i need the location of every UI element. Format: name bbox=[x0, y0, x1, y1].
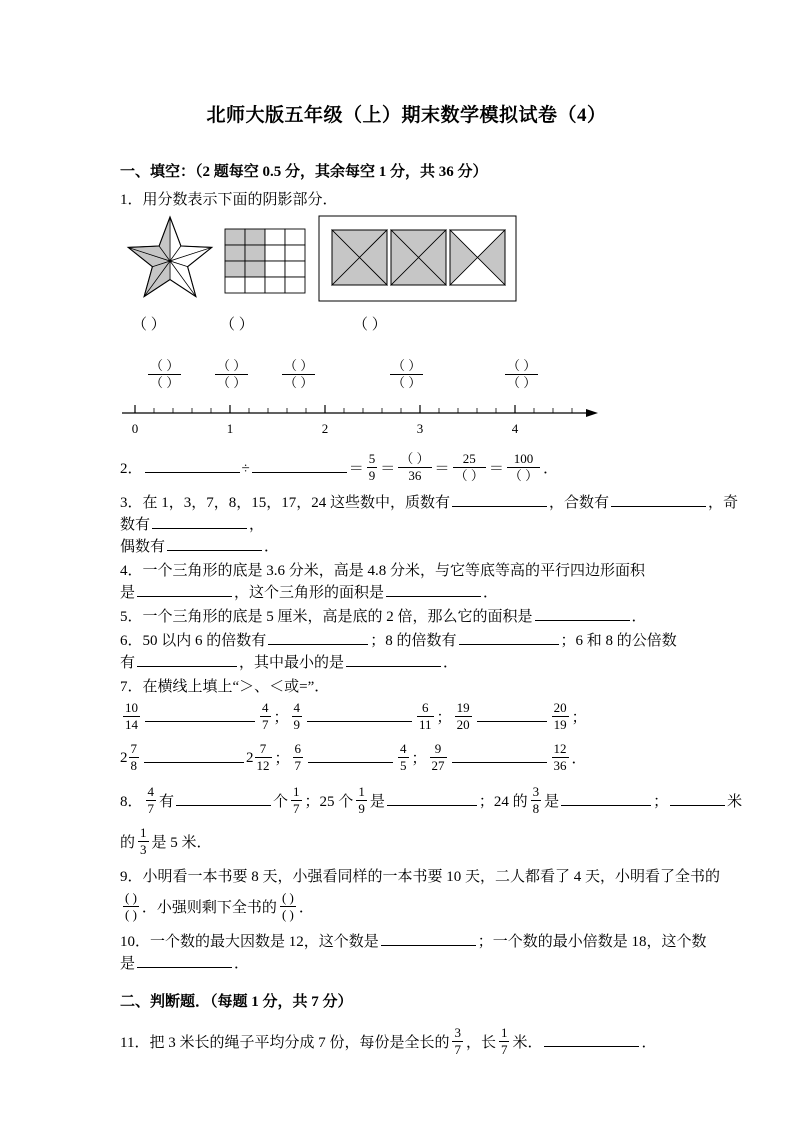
problem-line bbox=[120, 823, 693, 864]
text: 11．把 3 米长的绳子平均分成 7 份，每份是全长的 bbox=[120, 1034, 450, 1051]
fraction bbox=[138, 826, 149, 857]
fill-blank bbox=[544, 1032, 639, 1047]
fraction bbox=[293, 742, 304, 773]
whole-number: 2 bbox=[120, 749, 128, 766]
text: 6．50 以内 6 的倍数有 bbox=[120, 633, 267, 649]
fraction-denominator: 12 bbox=[256, 758, 270, 773]
fraction-denominator: （ ） bbox=[217, 375, 247, 390]
text: ； bbox=[436, 709, 452, 726]
text: ＝ bbox=[380, 460, 396, 477]
fill-blank bbox=[346, 652, 441, 667]
text: 偶数有 bbox=[120, 539, 166, 555]
fraction-numerator: 1 bbox=[358, 784, 365, 799]
fraction-denominator: 7 bbox=[294, 758, 302, 773]
fill-blank bbox=[452, 748, 547, 763]
fraction bbox=[452, 1026, 463, 1057]
fill-blank bbox=[144, 748, 244, 763]
fill-blank bbox=[452, 492, 547, 507]
problem-line bbox=[120, 606, 693, 628]
text: ． bbox=[631, 609, 647, 625]
fraction bbox=[531, 785, 542, 816]
fraction bbox=[255, 742, 272, 773]
text: 2． bbox=[120, 460, 143, 477]
problem-line bbox=[120, 698, 693, 739]
squares-figure bbox=[318, 215, 518, 303]
fraction bbox=[390, 359, 423, 390]
fill-blank bbox=[167, 536, 262, 551]
squares-answer-paren: （ ） bbox=[353, 317, 387, 333]
text: 是 bbox=[544, 793, 560, 810]
fraction bbox=[280, 891, 296, 922]
fraction-numerator: 6 bbox=[294, 741, 302, 756]
text: ÷ bbox=[241, 460, 250, 477]
fill-blank bbox=[268, 630, 368, 645]
text: ； bbox=[571, 709, 587, 726]
text: 个 bbox=[273, 793, 289, 810]
text: ，这个三角形的面积是 bbox=[234, 585, 385, 601]
text: ． bbox=[298, 899, 314, 916]
fraction-denominator: ( ) bbox=[125, 907, 137, 922]
fraction-denominator: 11 bbox=[419, 717, 432, 732]
text: 有 bbox=[120, 655, 136, 671]
fraction bbox=[505, 359, 538, 390]
fraction-numerator: 5 bbox=[368, 451, 376, 466]
fraction bbox=[430, 742, 447, 773]
fraction bbox=[552, 701, 569, 732]
fill-blank bbox=[145, 458, 240, 473]
fraction-denominator: 3 bbox=[140, 842, 147, 857]
text: ；25 个 bbox=[304, 793, 354, 810]
text: 7．在横线上填上“＞、＜或=”． bbox=[120, 679, 330, 695]
fraction-numerator: 6 bbox=[417, 701, 434, 717]
text: ； bbox=[273, 709, 289, 726]
svg-text:3: 3 bbox=[416, 421, 424, 436]
text: 是 bbox=[120, 585, 136, 601]
fraction-denominator: 27 bbox=[431, 758, 445, 773]
fraction-denominator: （ ） bbox=[454, 468, 484, 483]
fill-blank bbox=[308, 748, 393, 763]
text: 米． bbox=[512, 1034, 543, 1051]
fraction bbox=[367, 452, 378, 483]
star-answer-paren: （ ） bbox=[132, 317, 166, 333]
text: ，长 bbox=[465, 1034, 496, 1051]
problem-line bbox=[120, 492, 739, 514]
fraction bbox=[123, 891, 139, 922]
text: 10．一个数的最大因数是 12，这个数是 bbox=[120, 934, 379, 950]
problem-line bbox=[120, 582, 693, 604]
fill-blank bbox=[535, 606, 630, 621]
fraction-numerator: 9 bbox=[430, 742, 447, 758]
section-heading: 二、判断题．（每题 1 分，共 7 分） bbox=[120, 994, 353, 1010]
problem-line bbox=[120, 888, 693, 929]
fraction-numerator: 1 bbox=[140, 825, 147, 840]
fraction-denominator: （ ） bbox=[150, 375, 180, 390]
text: ， bbox=[249, 517, 265, 533]
fraction-denominator: 5 bbox=[400, 758, 407, 773]
text: 是 bbox=[369, 793, 385, 810]
fraction bbox=[123, 701, 140, 732]
fraction-numerator: 1 bbox=[293, 784, 300, 799]
fraction-numerator: 7 bbox=[130, 741, 137, 756]
numberline-blank-fraction bbox=[282, 359, 315, 390]
text: ，合数有 bbox=[549, 495, 610, 511]
fraction bbox=[148, 359, 181, 390]
problem-line bbox=[120, 866, 721, 888]
fraction-numerator: 1 bbox=[500, 1025, 508, 1040]
fraction bbox=[453, 452, 486, 483]
fill-blank bbox=[307, 707, 412, 722]
fraction bbox=[356, 785, 367, 816]
fraction-denominator: 7 bbox=[262, 717, 269, 732]
fraction bbox=[129, 742, 140, 773]
numberline-blank-fraction bbox=[148, 359, 181, 390]
text: ．小强则剩下全书的 bbox=[141, 899, 277, 916]
fraction-denominator: 36 bbox=[553, 758, 567, 773]
text: 是 bbox=[120, 956, 136, 972]
fraction-numerator: 19 bbox=[456, 700, 470, 715]
fraction-denominator: 19 bbox=[553, 717, 567, 732]
fraction-numerator: 12 bbox=[553, 741, 567, 756]
fraction-numerator: （ ） bbox=[150, 358, 180, 373]
mixed-number bbox=[246, 742, 275, 773]
fill-blank bbox=[459, 630, 559, 645]
fraction bbox=[215, 359, 248, 390]
problem-line bbox=[120, 676, 693, 698]
text: ； bbox=[411, 750, 427, 767]
fill-blank bbox=[670, 791, 725, 806]
fraction-numerator: （ ） bbox=[217, 358, 247, 373]
fill-blank bbox=[477, 707, 547, 722]
problems-list bbox=[120, 449, 743, 1064]
number-line-blank-fractions bbox=[120, 359, 693, 401]
fraction bbox=[455, 701, 472, 732]
fraction-denominator: 9 bbox=[358, 801, 365, 816]
text: ＝ bbox=[488, 460, 504, 477]
problem bbox=[120, 1023, 693, 1064]
fraction-numerator: 100 bbox=[507, 452, 540, 468]
problem-line bbox=[120, 449, 693, 490]
text: ＝ bbox=[434, 460, 450, 477]
problem bbox=[120, 630, 693, 674]
fraction-denominator: 36 bbox=[408, 468, 422, 483]
problem-line bbox=[120, 1023, 693, 1064]
problem-line bbox=[120, 536, 693, 558]
problem bbox=[120, 606, 693, 628]
text: 8． bbox=[120, 793, 143, 810]
fraction bbox=[499, 1026, 510, 1057]
problem bbox=[120, 931, 707, 975]
fraction-denominator: 7 bbox=[293, 801, 300, 816]
fraction-numerator: 4 bbox=[262, 700, 269, 715]
text: 9．小明看一本书要 8 天，小强看同样的一本书要 10 天，二人都看了 4 天，小明看了全书的 bbox=[120, 869, 721, 885]
svg-text:2: 2 bbox=[321, 421, 329, 436]
fraction-denominator: 14 bbox=[125, 717, 138, 732]
fraction bbox=[398, 452, 431, 483]
text: ；一个数的最小倍数是 18，这个数 bbox=[477, 934, 707, 950]
star-figure bbox=[120, 215, 220, 307]
problem-1-text: 1．用分数表示下面的阴影部分． bbox=[120, 192, 338, 208]
text: ． bbox=[264, 539, 280, 555]
text: ． bbox=[571, 750, 587, 767]
fraction-numerator: 3 bbox=[532, 784, 540, 799]
fraction bbox=[507, 452, 540, 483]
text: ； bbox=[653, 793, 669, 810]
fraction bbox=[291, 785, 302, 816]
problem-line bbox=[120, 931, 707, 953]
fraction-numerator: 4 bbox=[293, 700, 301, 715]
fraction-denominator: 9 bbox=[368, 468, 376, 483]
fraction-numerator: 4 bbox=[400, 741, 407, 756]
text: ． bbox=[443, 655, 459, 671]
text: ＝ bbox=[348, 460, 364, 477]
fill-blank bbox=[387, 791, 477, 806]
fraction bbox=[552, 742, 569, 773]
fraction-numerator: （ ） bbox=[400, 451, 430, 466]
text: 数有 bbox=[120, 517, 151, 533]
problem-1-figures bbox=[120, 215, 693, 307]
problem-line bbox=[120, 514, 693, 536]
text: ；6 和 8 的公倍数 bbox=[560, 633, 677, 649]
page-title: 北师大版五年级（上）期末数学模拟试卷（4） bbox=[206, 105, 607, 126]
text: ． bbox=[543, 460, 559, 477]
numberline-blank-fraction bbox=[215, 359, 248, 390]
fraction-denominator: 7 bbox=[454, 1042, 461, 1057]
numberline-blank-fraction bbox=[505, 359, 538, 390]
problem-line bbox=[120, 782, 743, 823]
fraction-numerator: （ ） bbox=[284, 358, 314, 373]
fraction-denominator: 20 bbox=[456, 717, 470, 732]
text: ． bbox=[234, 956, 250, 972]
problem-line bbox=[120, 739, 693, 780]
problem-line bbox=[120, 652, 693, 674]
fraction-denominator: （ ） bbox=[284, 375, 314, 390]
fraction-numerator: （ ） bbox=[507, 358, 537, 373]
fraction-denominator: （ ） bbox=[508, 468, 539, 483]
fraction-denominator: 7 bbox=[147, 801, 155, 816]
fill-blank bbox=[176, 791, 271, 806]
problem-line bbox=[120, 560, 693, 582]
problem-line bbox=[120, 630, 693, 652]
fraction-numerator: 20 bbox=[553, 700, 567, 715]
fill-blank bbox=[611, 492, 706, 507]
grid-figure bbox=[224, 228, 308, 294]
problem-line bbox=[120, 953, 693, 975]
number-line-figure bbox=[120, 359, 693, 439]
fraction-numerator: 3 bbox=[454, 1025, 461, 1040]
fraction-numerator: ( ) bbox=[281, 890, 294, 905]
section-1-heading: 一、填空：（2 题每空 0.5 分，其余每空 1 分，共 36 分） bbox=[120, 164, 488, 180]
fill-blank bbox=[252, 458, 347, 473]
number-line bbox=[120, 401, 600, 439]
fraction-numerator: 7 bbox=[255, 742, 272, 758]
fill-blank bbox=[152, 514, 247, 529]
fraction bbox=[417, 701, 434, 732]
text: ；8 的倍数有 bbox=[370, 633, 457, 649]
problem bbox=[120, 560, 693, 604]
fraction bbox=[146, 785, 157, 816]
text: ；24 的 bbox=[478, 793, 528, 810]
fill-blank bbox=[386, 582, 481, 597]
fill-blank bbox=[381, 931, 476, 946]
text: 的 bbox=[120, 834, 136, 851]
problem bbox=[120, 449, 693, 490]
fill-blank bbox=[137, 953, 232, 968]
fraction-denominator: 9 bbox=[293, 717, 301, 732]
fraction-denominator: ( ) bbox=[281, 907, 294, 922]
fraction-numerator: ( ) bbox=[125, 890, 137, 905]
fraction-denominator: 8 bbox=[130, 758, 137, 773]
text: ； bbox=[274, 750, 290, 767]
text: ，奇 bbox=[708, 495, 739, 511]
fraction-denominator: 8 bbox=[532, 801, 540, 816]
fill-blank bbox=[145, 707, 255, 722]
fraction-denominator: 7 bbox=[500, 1042, 508, 1057]
numberline-blank-fraction bbox=[390, 359, 423, 390]
fraction-numerator: 4 bbox=[147, 784, 155, 799]
text: ． bbox=[483, 585, 499, 601]
fraction-numerator: 25 bbox=[453, 452, 486, 468]
fraction-numerator: 10 bbox=[125, 700, 138, 715]
fraction-denominator: （ ） bbox=[507, 375, 537, 390]
text: 4．一个三角形的底是 3.6 分米，高是 4.8 分米，与它等底等高的平行四边形面积 bbox=[120, 563, 646, 579]
grid-answer-paren: （ ） bbox=[220, 317, 254, 333]
fraction-numerator: （ ） bbox=[392, 358, 422, 373]
text: 3．在 1，3，7，8，15，17，24 这些数中，质数有 bbox=[120, 495, 451, 511]
text: ． bbox=[641, 1034, 657, 1051]
problem bbox=[120, 866, 721, 929]
fraction bbox=[260, 701, 271, 732]
svg-text:0: 0 bbox=[131, 421, 139, 436]
text: 是 5 米． bbox=[151, 834, 212, 851]
problem bbox=[120, 492, 739, 558]
figure-answer-parens bbox=[120, 313, 693, 335]
mixed-number bbox=[120, 742, 142, 773]
fill-blank bbox=[137, 582, 232, 597]
text: ，其中最小的是 bbox=[239, 655, 345, 671]
problem bbox=[120, 782, 743, 864]
fill-blank bbox=[561, 791, 651, 806]
fill-blank bbox=[137, 652, 237, 667]
svg-text:1: 1 bbox=[226, 421, 234, 436]
svg-text:4: 4 bbox=[511, 421, 519, 436]
fraction-denominator: （ ） bbox=[392, 375, 422, 390]
text: 有 bbox=[159, 793, 175, 810]
fraction bbox=[292, 701, 303, 732]
whole-number: 2 bbox=[246, 749, 254, 766]
problem bbox=[120, 676, 693, 780]
fraction bbox=[398, 742, 409, 773]
text: 米 bbox=[727, 793, 743, 810]
text: 5．一个三角形的底是 5 厘米，高是底的 2 倍，那么它的面积是 bbox=[120, 609, 533, 625]
fraction bbox=[282, 359, 315, 390]
